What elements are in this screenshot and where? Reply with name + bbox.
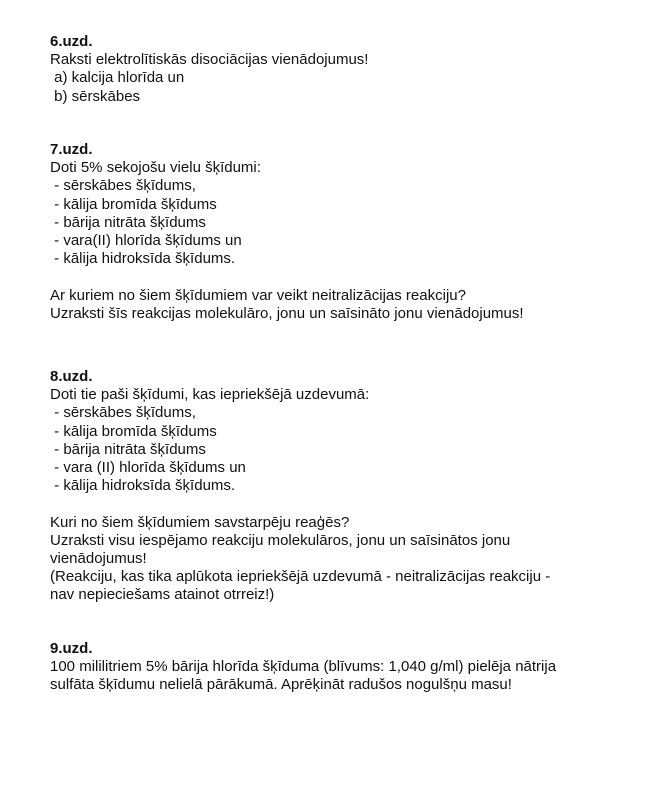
list-item: - vara (II) hlorīda šķīdums un — [50, 459, 246, 477]
spacer — [50, 495, 610, 513]
list-item: b) sērskābes — [50, 87, 141, 105]
task-instruction: vienādojumus! — [50, 550, 147, 568]
task-text: sulfāta šķīdumu nelielā pārākumā. Aprēķināt radušos nogulšņu masu! — [50, 676, 512, 694]
list-item: a) kalcija hlorīda un — [50, 69, 185, 87]
list-item: - kālija hidroksīda šķīdums. — [50, 250, 236, 268]
task-instruction: Uzraksti šīs reakcijas molekulāro, jonu un saīsināto jonu vienādojumus! — [50, 304, 524, 322]
task-9 — [50, 640, 610, 695]
list-item: - bārija nitrāta šķīdums — [50, 440, 206, 458]
task-7 — [50, 141, 610, 323]
task-question: Kuri no šiem šķīdumiem savstarpēju reaģēs? — [50, 513, 350, 531]
task-8 — [50, 368, 610, 605]
task-intro: Doti 5% sekojošu vielu šķīdumi: — [50, 159, 261, 177]
task-heading: 6.uzd. — [50, 33, 93, 50]
task-heading: 7.uzd. — [50, 141, 93, 158]
list-item: - sērskābes šķīdums, — [50, 404, 196, 422]
list-item: - kālija hidroksīda šķīdums. — [50, 477, 236, 495]
task-intro: Doti tie paši šķīdumi, kas iepriekšējā uzdevumā: — [50, 386, 370, 404]
task-intro: Raksti elektrolītiskās disociācijas vienādojumus! — [50, 51, 369, 69]
task-6 — [50, 33, 610, 106]
list-item: - kālija bromīda šķīdums — [50, 195, 217, 213]
task-note: (Reakciju, kas tika aplūkota iepriekšējā uzdevumā - neitralizācijas reakciju - — [50, 568, 551, 586]
task-text: 100 mililitriem 5% bārija hlorīda šķīduma (blīvums: 1,040 g/ml) pielēja nātrija — [50, 658, 557, 676]
list-item: - vara(II) hlorīda šķīdums un — [50, 232, 242, 250]
task-note: nav nepieciešams atainot otrreiz!) — [50, 586, 275, 604]
task-heading: 8.uzd. — [50, 368, 93, 385]
list-item: - sērskābes šķīdums, — [50, 177, 196, 195]
list-item: - bārija nitrāta šķīdums — [50, 213, 206, 231]
list-item: - kālija bromīda šķīdums — [50, 422, 217, 440]
task-instruction: Uzraksti visu iespējamo reakciju molekulāros, jonu un saīsinātos jonu — [50, 531, 511, 549]
spacer — [50, 268, 610, 286]
task-question: Ar kuriem no šiem šķīdumiem var veikt neitralizācijas reakciju? — [50, 286, 466, 304]
task-heading: 9.uzd. — [50, 640, 93, 657]
